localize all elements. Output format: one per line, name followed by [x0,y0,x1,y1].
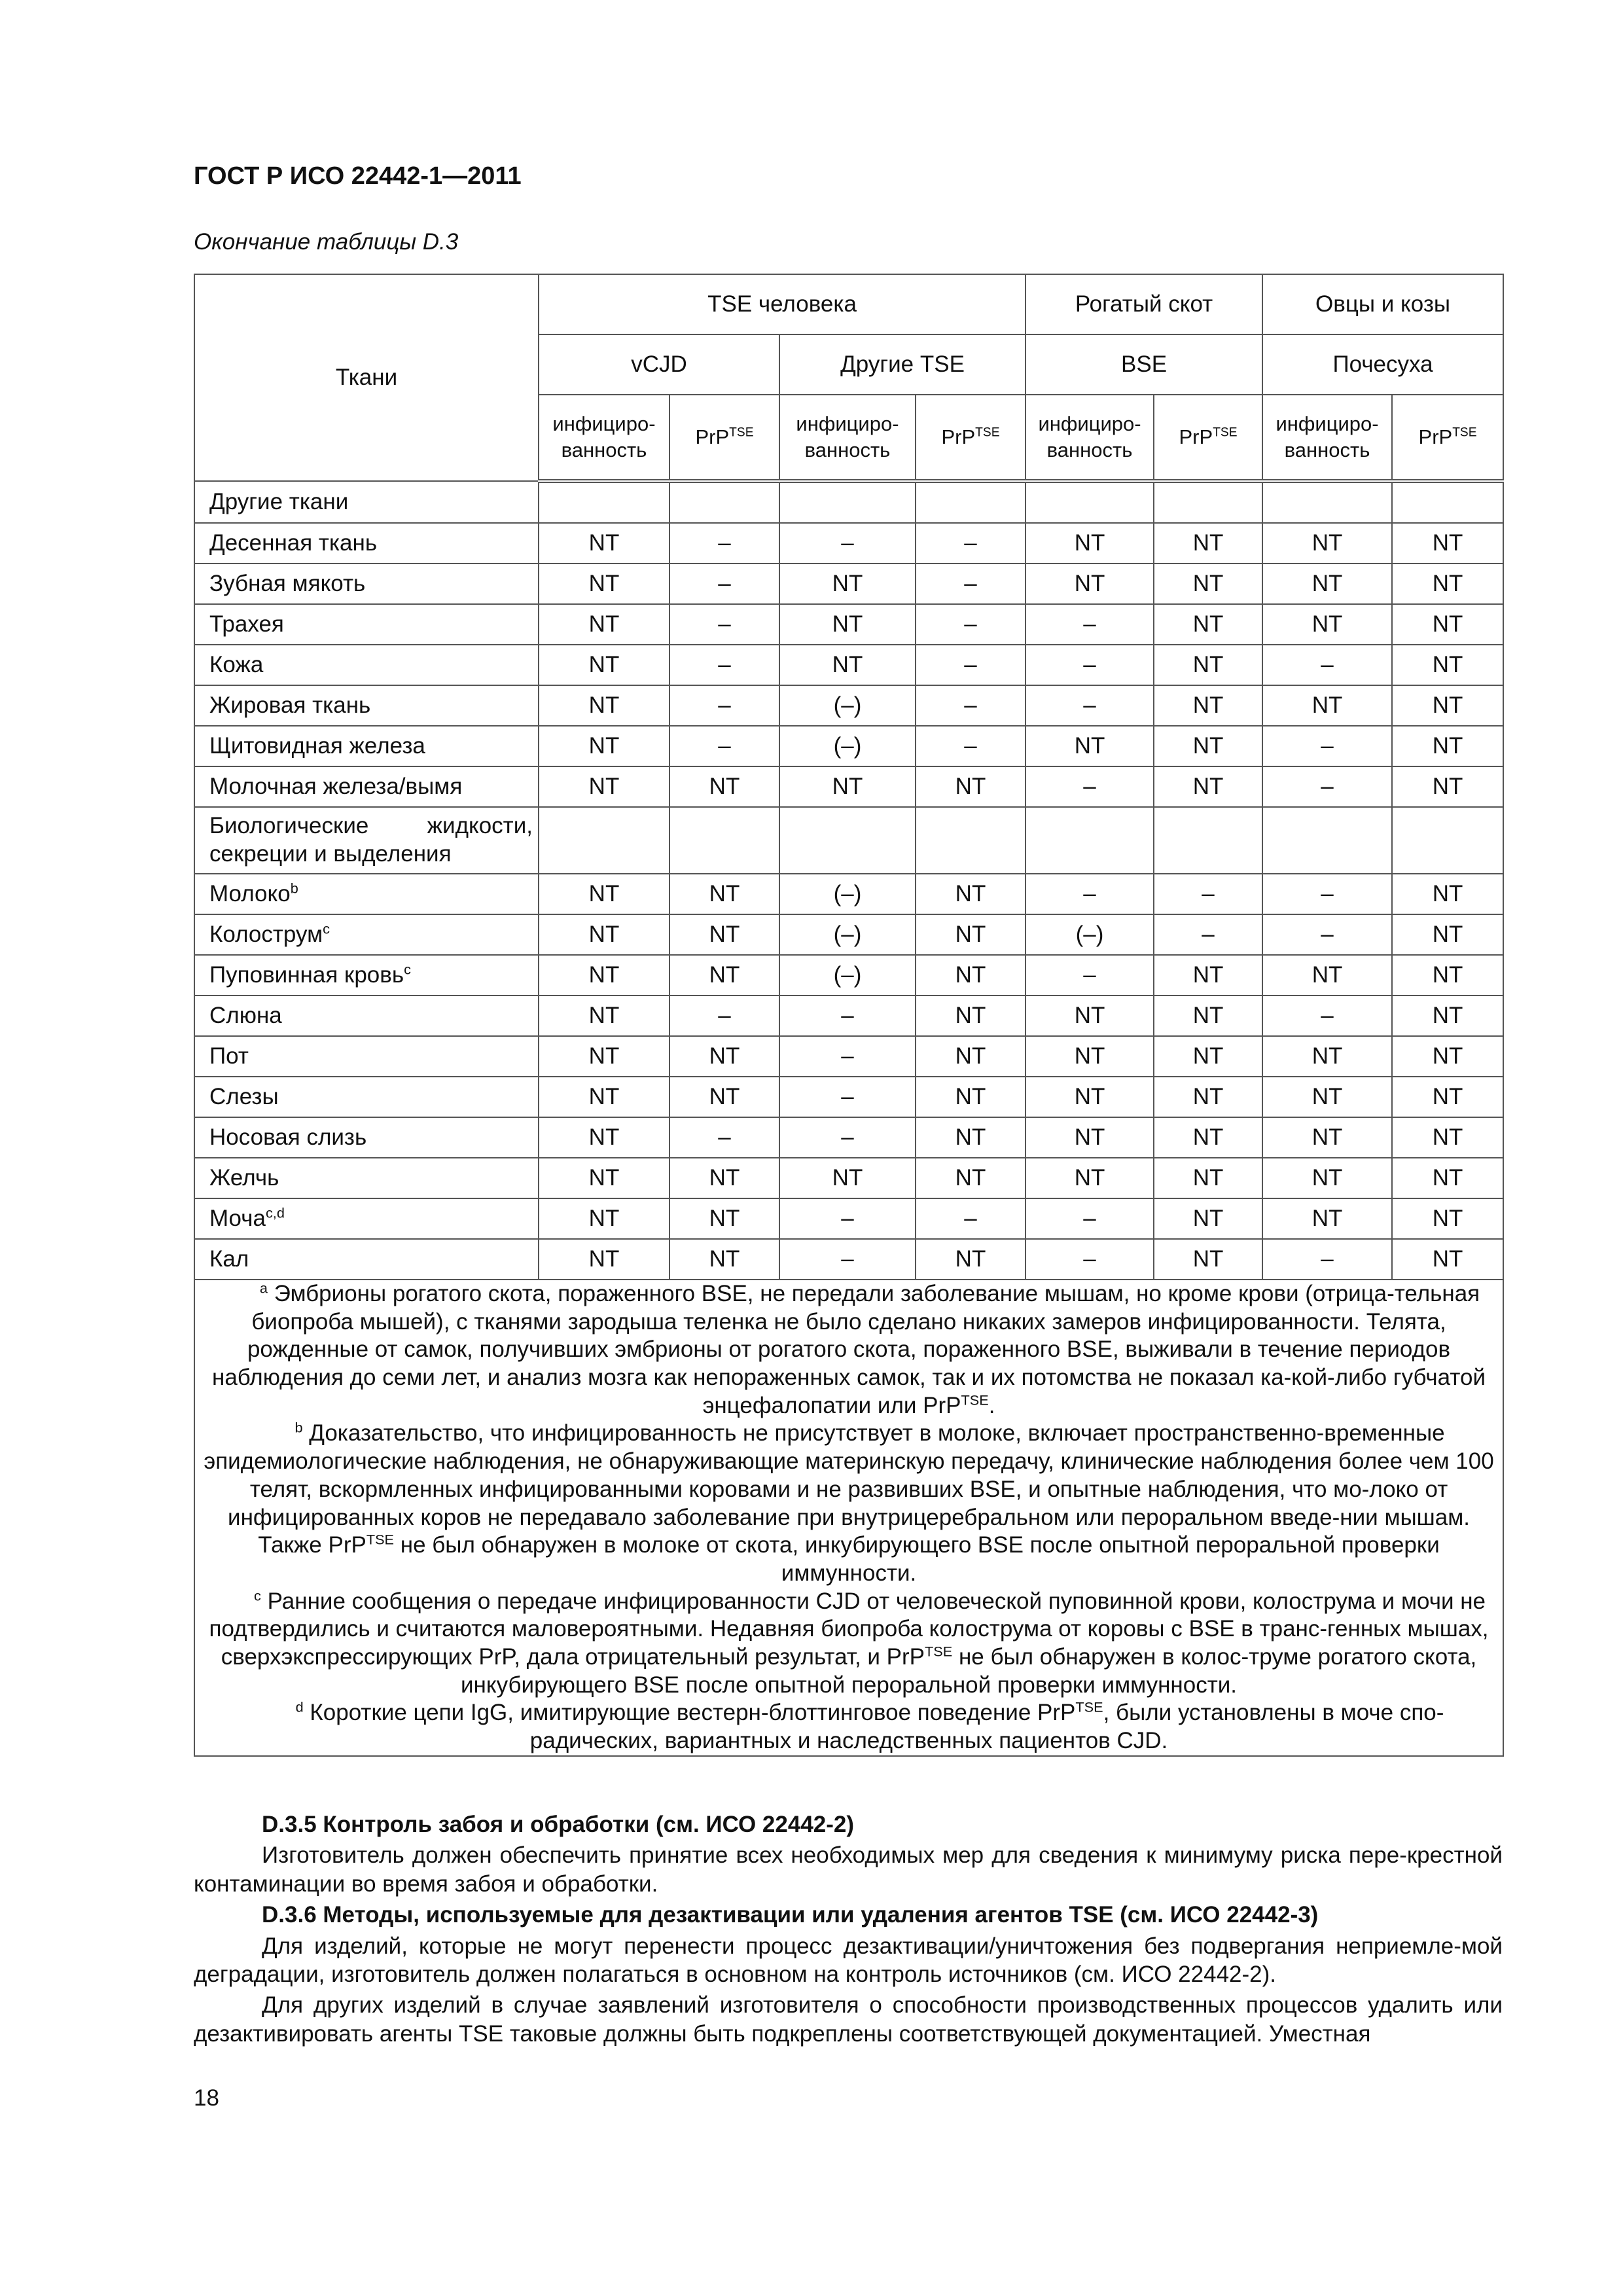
tissue-label: Моча [209,1205,266,1231]
footnote-superscript: TSE [1075,1698,1103,1715]
table-row [194,1077,1503,1117]
tissue-name [194,564,539,604]
section-d36-text-2: Для других изделий в случае заявлений изготовителя о способности производственных процессов удалить или дезактивировать агенты TSE таковые должны быть подкреплены соответствующей документацией. Уместная [194,1992,1503,2047]
empty-cell [779,481,916,523]
table-row [194,645,1503,685]
value-cell: NT [1026,1036,1154,1077]
value-cell: NT [669,1198,779,1239]
value-cell: NT [539,1198,669,1239]
value-cell: NT [916,766,1026,807]
tissue-label: Слезы [209,1083,279,1109]
footnote-text: Ранние сообщения о передаче инфицированности CJD от человеческой пуповинной крови, колострума и мочи не подтвердились и считаются маловероятными. Недавняя биопроба колострума от коровы с BSE в транс-генных мышах, сверхэкспрессирующих PrP, дала отрицательный результат, и PrP [209,1588,1489,1670]
tissue-label: Слюна [209,1002,282,1028]
header-prp-tse [669,395,779,481]
value-cell: NT [779,766,916,807]
value-cell: NT [1154,645,1262,685]
table-row [194,1117,1503,1158]
footnote-text-end: . [988,1392,995,1418]
value-cell: – [916,1198,1026,1239]
tissue-name [194,1036,539,1077]
value-cell: NT [779,564,916,604]
value-cell: NT [669,1077,779,1117]
footnote-ref: c [323,920,330,937]
header-human-tse: TSE человека [539,274,1026,334]
tissue-label: Кожа [209,651,264,677]
table-row [194,996,1503,1036]
table-row [194,874,1503,914]
table-row [194,1036,1503,1077]
tissue-name [194,914,539,955]
header-prp-tse [1392,395,1503,481]
value-cell: NT [1262,1117,1392,1158]
tissue-name [194,645,539,685]
prp-superscript: TSE [729,425,754,440]
value-cell: NT [1026,1117,1154,1158]
value-cell: NT [669,1239,779,1280]
value-cell: – [1026,645,1154,685]
section-label: Биологические жидкости, секреции и выделения [194,807,539,874]
value-cell: NT [539,955,669,996]
header-scrapie: Почесуха [1262,334,1503,395]
tissue-label: Молоко [209,880,291,906]
value-cell: NT [539,1239,669,1280]
value-cell: NT [539,766,669,807]
tissue-label: Жировая ткань [209,692,371,718]
footnote-d [200,1699,1497,1755]
tissue-label: Носовая слизь [209,1124,367,1150]
tissue-label: Трахея [209,611,284,637]
tissue-name [194,1158,539,1198]
tissue-label: Зубная мякоть [209,570,366,596]
value-cell: NT [539,564,669,604]
value-cell: NT [916,1077,1026,1117]
value-cell: – [916,726,1026,766]
value-cell: (–) [1026,914,1154,955]
footnote-superscript: TSE [366,1531,395,1548]
header-infectivity: инфициро-ванность [539,395,669,481]
prp-superscript: TSE [1213,425,1238,440]
value-cell: NT [539,1036,669,1077]
table-row [194,726,1503,766]
header-tissues: Ткани [194,274,539,481]
value-cell: NT [1392,1239,1503,1280]
value-cell: NT [1262,1077,1392,1117]
value-cell: NT [1262,523,1392,564]
footnote-text: Короткие цепи IgG, имитирующие вестерн-блоттинговое поведение PrP [310,1700,1076,1726]
table-footnotes [194,1280,1503,1756]
value-cell: – [669,996,779,1036]
value-cell: NT [916,914,1026,955]
value-cell: NT [1392,645,1503,685]
value-cell: NT [669,766,779,807]
value-cell: NT [539,874,669,914]
empty-cell [1026,481,1154,523]
value-cell: NT [669,955,779,996]
tissue-name [194,726,539,766]
value-cell: NT [916,996,1026,1036]
tissue-name [194,523,539,564]
value-cell: NT [1154,604,1262,645]
footnote-text-end: не был обнаружен в колос-труме рогатого скота, инкубирующего BSE после опытной пероральной проверки иммунности. [461,1643,1477,1698]
empty-cell [1154,481,1262,523]
value-cell: NT [1392,726,1503,766]
value-cell: NT [1392,766,1503,807]
value-cell: NT [779,604,916,645]
value-cell: NT [916,955,1026,996]
footnote-ref: b [290,880,298,896]
value-cell: NT [1392,1117,1503,1158]
footnote-text-end: , были установлены в моче спо-радических, вариантных и наследственных пациентов CJD. [529,1700,1444,1753]
value-cell: – [669,645,779,685]
table-row [194,604,1503,645]
value-cell: (–) [779,874,916,914]
value-cell: NT [1154,955,1262,996]
value-cell: – [916,645,1026,685]
tissue-name [194,1077,539,1117]
value-cell: NT [1154,1077,1262,1117]
footnote-text: Доказательство, что инфицированность не присутствует в молоке, включает пространственно-временные эпидемиологические наблюдения, не обнаруживающие материнскую передачу, клинические наблюдения более чем 100 телят, вскормленных инфицированными коровами и не развивших BSE, и опытные наблюдения, что мо-локо от инфицированных коров не передавало заболевание при внутрицеребральном или пероральном введе-нии мышам. Также PrP [204,1420,1494,1558]
empty-cell [669,481,779,523]
value-cell: – [1262,726,1392,766]
value-cell: NT [1262,1036,1392,1077]
value-cell: NT [779,645,916,685]
value-cell: – [916,564,1026,604]
table-row [194,914,1503,955]
value-cell: NT [1026,1077,1154,1117]
value-cell: NT [916,874,1026,914]
table-row [194,766,1503,807]
tissue-name [194,685,539,726]
table-caption: Окончание таблицы D.3 [194,229,459,255]
value-cell: NT [1392,604,1503,645]
header-infectivity: инфициро-ванность [1026,395,1154,481]
section-d36-text-1: Для изделий, которые не могут перенести процесс дезактивации/уничтожения без подвергания неприемле-мой деградации, изготовитель должен полагаться в основном на контроль источников (см. ИСО 22442-2). [194,1933,1503,1987]
empty-cell [1262,807,1392,874]
value-cell: NT [1392,914,1503,955]
empty-cell [1262,481,1392,523]
value-cell: – [669,1117,779,1158]
value-cell: – [916,523,1026,564]
value-cell: NT [669,914,779,955]
tissue-label: Десенная ткань [209,529,378,556]
value-cell: NT [916,1158,1026,1198]
header-infectivity: инфициро-ванность [1262,395,1392,481]
value-cell: NT [539,1158,669,1198]
value-cell: – [1154,914,1262,955]
tissue-name [194,604,539,645]
table-row [194,1239,1503,1280]
value-cell: – [1026,604,1154,645]
footnote-b [200,1420,1497,1587]
empty-cell [669,807,779,874]
header-prp-tse [1154,395,1262,481]
header-vcjd: vCJD [539,334,779,395]
page-number: 18 [194,2085,219,2111]
value-cell: NT [1392,685,1503,726]
value-cell: NT [1392,523,1503,564]
value-cell: NT [539,645,669,685]
footnote-superscript: TSE [961,1391,989,1408]
footnote-mark: a [259,1280,268,1297]
table-row [194,1158,1503,1198]
value-cell: NT [1154,1158,1262,1198]
tissue-label: Желчь [209,1164,279,1191]
value-cell: – [669,685,779,726]
value-cell: NT [539,685,669,726]
value-cell: NT [1392,1198,1503,1239]
value-cell: NT [1262,1158,1392,1198]
tissue-infectivity-table [194,274,1504,1757]
value-cell: – [1262,766,1392,807]
footnote-ref: c,d [265,1204,285,1221]
empty-cell [539,807,669,874]
value-cell: NT [1154,1198,1262,1239]
tissue-label: Молочная железа/вымя [209,773,463,799]
empty-cell [779,807,916,874]
value-cell: (–) [779,685,916,726]
footnote-mark: d [295,1698,304,1715]
value-cell: NT [1154,996,1262,1036]
value-cell: NT [1154,1036,1262,1077]
tissue-label: Щитовидная железа [209,732,425,759]
value-cell: – [779,1117,916,1158]
table-row [194,564,1503,604]
value-cell: NT [1154,766,1262,807]
value-cell: NT [1392,955,1503,996]
empty-cell [1392,481,1503,523]
footnotes-row [194,1280,1503,1756]
tissue-name [194,996,539,1036]
footnote-superscript: TSE [925,1643,953,1660]
value-cell: NT [1392,1077,1503,1117]
tissue-name [194,766,539,807]
value-cell: – [779,523,916,564]
value-cell: NT [779,1158,916,1198]
value-cell: NT [1262,955,1392,996]
value-cell: NT [669,1036,779,1077]
header-bse: BSE [1026,334,1262,395]
value-cell: – [669,523,779,564]
header-sheep-goats: Овцы и козы [1262,274,1503,334]
value-cell: – [779,1198,916,1239]
value-cell: NT [1026,564,1154,604]
prp-label: PrP [1418,425,1453,448]
value-cell: NT [1262,1198,1392,1239]
value-cell: NT [539,1077,669,1117]
value-cell: – [1262,1239,1392,1280]
section-d36-heading: D.3.6 Методы, используемые для дезактивации или удаления агентов TSE (см. ИСО 22442-3) [262,1902,1319,1928]
value-cell: – [1154,874,1262,914]
body-section [194,1810,1503,2051]
section-row [194,481,1503,523]
empty-cell [539,481,669,523]
value-cell: NT [1262,685,1392,726]
section-d35-text: Изготовитель должен обеспечить принятие всех необходимых мер для сведения к минимуму риска пере-крестной контаминации во время забоя и обработки. [194,1842,1503,1897]
tissue-label: Кал [209,1246,249,1272]
footnote-mark: b [294,1419,303,1436]
value-cell: (–) [779,955,916,996]
footnote-c [200,1588,1497,1700]
table-row [194,685,1503,726]
value-cell: NT [669,874,779,914]
value-cell: – [1262,996,1392,1036]
table-row [194,523,1503,564]
footnote-ref: c [404,961,411,977]
value-cell: NT [916,1117,1026,1158]
value-cell: – [1026,685,1154,726]
empty-cell [916,807,1026,874]
value-cell: – [1026,766,1154,807]
value-cell: NT [1026,1158,1154,1198]
tissue-name [194,874,539,914]
empty-cell [1392,807,1503,874]
value-cell: NT [1262,604,1392,645]
footnote-mark: c [254,1587,261,1604]
prp-superscript: TSE [975,425,1000,440]
value-cell: NT [1154,1117,1262,1158]
value-cell: NT [1154,685,1262,726]
value-cell: (–) [779,726,916,766]
value-cell: – [916,685,1026,726]
value-cell: – [1026,1198,1154,1239]
table-row [194,1198,1503,1239]
footnote-text-end: не был обнаружен в молоке от скота, инкубирующего BSE после опытной пероральной проверки иммунности. [394,1532,1440,1586]
value-cell: – [669,564,779,604]
tissue-name [194,1239,539,1280]
value-cell: – [669,604,779,645]
footnote-a [200,1280,1497,1420]
value-cell: – [1026,874,1154,914]
value-cell: NT [1154,523,1262,564]
value-cell: – [1262,914,1392,955]
empty-cell [1154,807,1262,874]
value-cell: – [669,726,779,766]
value-cell: NT [1154,726,1262,766]
value-cell: – [1262,645,1392,685]
table-row [194,955,1503,996]
value-cell: NT [1392,996,1503,1036]
value-cell: NT [539,1117,669,1158]
tissue-name [194,955,539,996]
tissue-name [194,1198,539,1239]
value-cell: NT [1026,726,1154,766]
document-header: ГОСТ Р ИСО 22442-1—2011 [194,162,522,190]
value-cell: NT [1026,996,1154,1036]
value-cell: NT [539,523,669,564]
value-cell: NT [1154,564,1262,604]
value-cell: NT [539,726,669,766]
value-cell: NT [539,996,669,1036]
value-cell: – [779,1077,916,1117]
value-cell: NT [539,914,669,955]
value-cell: NT [539,604,669,645]
value-cell: NT [1392,564,1503,604]
prp-superscript: TSE [1452,425,1477,440]
value-cell: NT [669,1158,779,1198]
tissue-label: Пот [209,1043,249,1069]
footnote-text: Эмбрионы рогатого скота, пораженного BSE, не передали заболевание мышам, но кроме крови (отрица-тельная биопроба мышей), с тканями зародыша теленка не было сделано никаких замеров инфицированности. Телята, рожденные от самок, получивших эмбрионы от рогатого скота, пораженного BSE, выживали в течение периодов наблюдения до семи лет, и анализ мозга как непораженных самок, так и их потомства не показал ка-кой-либо губчатой энцефалопатии или PrP [212,1281,1486,1418]
prp-label: PrP [1179,425,1213,448]
prp-label: PrP [695,425,730,448]
value-cell: – [1026,1239,1154,1280]
header-infectivity: инфициро-ванность [779,395,916,481]
header-prp-tse [916,395,1026,481]
value-cell: – [1026,955,1154,996]
tissue-label: Пуповинная кровь [209,961,404,988]
value-cell: – [779,1239,916,1280]
value-cell: NT [1262,564,1392,604]
value-cell: – [779,1036,916,1077]
value-cell: NT [1392,874,1503,914]
header-cattle: Рогатый скот [1026,274,1262,334]
value-cell: NT [1392,1036,1503,1077]
section-d35-heading: D.3.5 Контроль забоя и обработки (см. ИСО 22442-2) [262,1812,855,1837]
empty-cell [916,481,1026,523]
section-row [194,807,1503,874]
value-cell: – [779,996,916,1036]
value-cell: – [916,604,1026,645]
value-cell: NT [1392,1158,1503,1198]
empty-cell [1026,807,1154,874]
section-label: Другие ткани [194,481,539,523]
value-cell: NT [916,1036,1026,1077]
tissue-label: Колострум [209,921,323,947]
value-cell: – [1262,874,1392,914]
value-cell: NT [916,1239,1026,1280]
value-cell: (–) [779,914,916,955]
value-cell: NT [1154,1239,1262,1280]
tissue-name [194,1117,539,1158]
header-other-tse: Другие TSE [779,334,1026,395]
prp-label: PrP [941,425,976,448]
value-cell: NT [1026,523,1154,564]
